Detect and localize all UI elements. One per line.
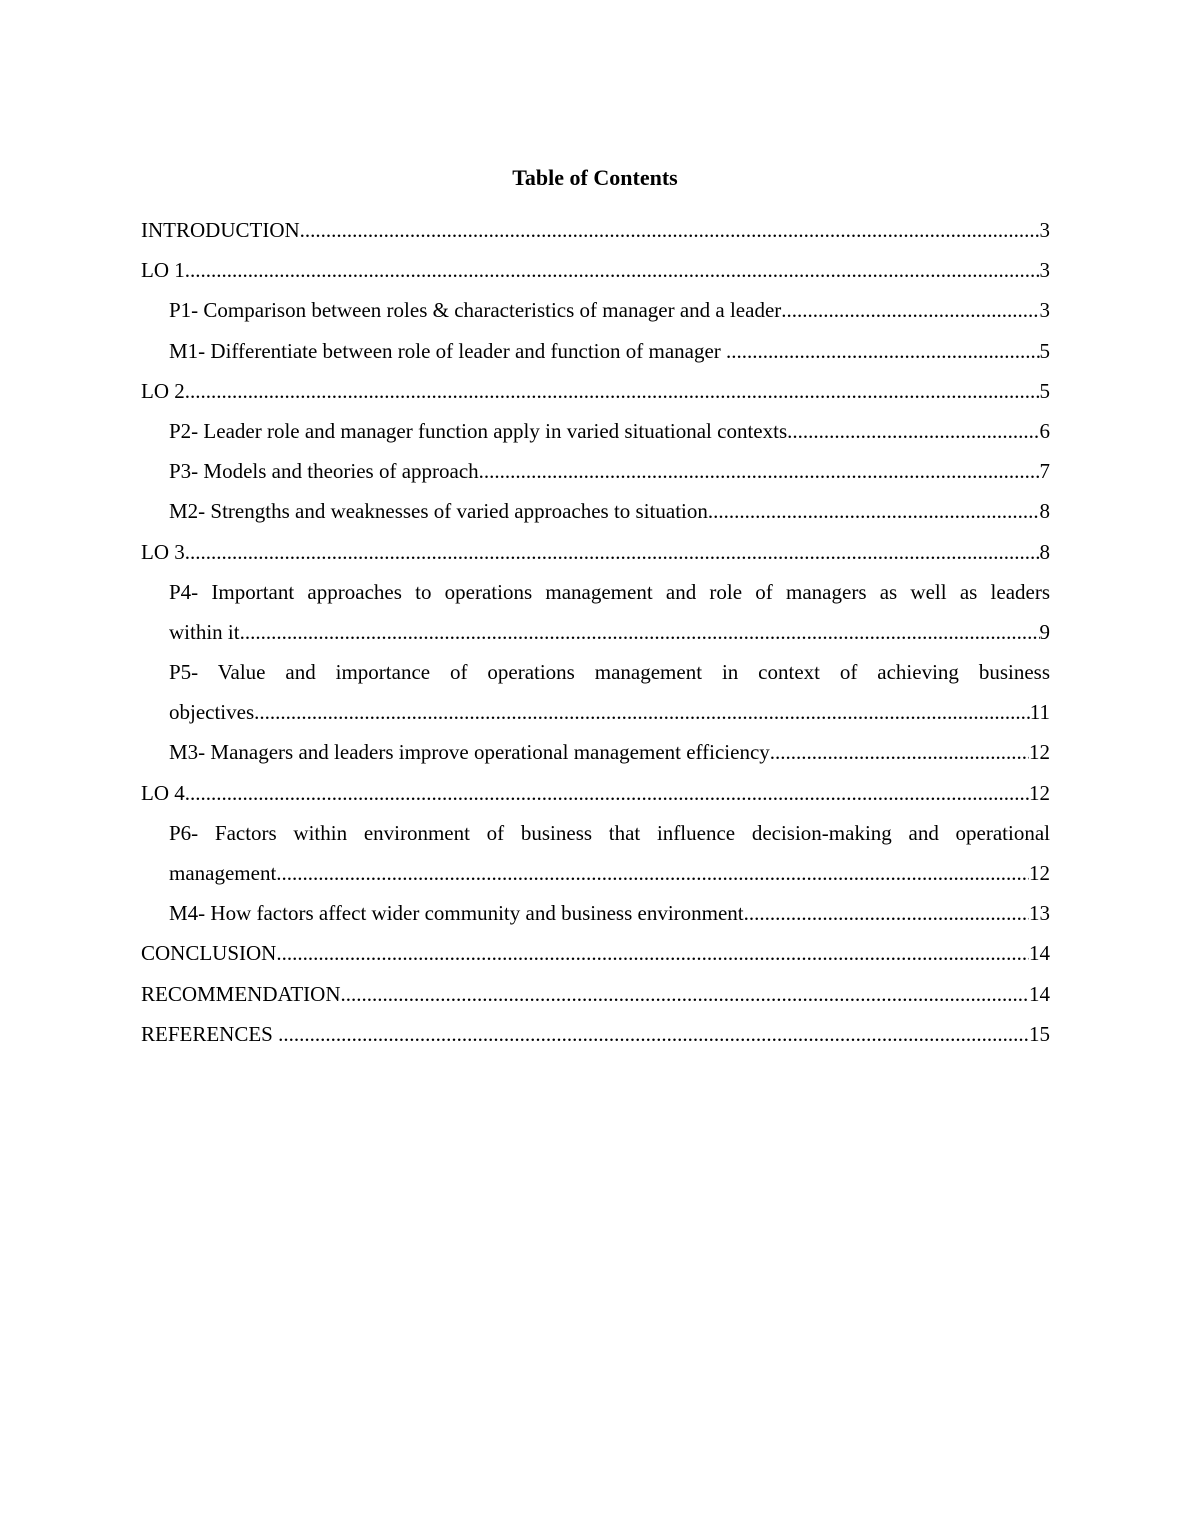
toc-leader-dots [341,974,1030,1014]
toc-list [141,210,1050,1054]
toc-leader-dots [770,732,1029,772]
toc-page-number: 3 [1039,218,1050,242]
toc-entry-label: LO 2 [141,378,185,403]
toc-leader-dots [185,773,1029,813]
toc-page-number: 7 [1039,459,1050,484]
toc-leader-dots [744,893,1029,933]
toc-leader-dots [300,210,1040,250]
toc-entry-label: INTRODUCTION [141,218,300,242]
toc-leader-dots [787,411,1039,451]
toc-leader-dots [185,371,1040,411]
toc-entry-p2[interactable] [141,411,1050,451]
toc-leader-dots [276,853,1029,893]
toc-entry-conclusion[interactable] [141,933,1050,973]
toc-page-number: 15 [1029,1021,1050,1046]
toc-entry-label: P2- Leader role and manager function apply in varied situational contexts [169,418,788,443]
toc-entry-label: M3- Managers and leaders improve operational management efficiency [169,740,770,765]
toc-page-number: 12 [1029,740,1050,765]
toc-page-number: 12 [1029,780,1050,805]
toc-entry-lo1[interactable] [141,250,1050,290]
toc-page-number: 3 [1039,258,1050,283]
toc-entry-m3[interactable] [141,732,1050,772]
toc-entry-label: LO 1 [141,258,185,283]
toc-entry-introduction[interactable] [141,210,1050,250]
toc-entry-m1[interactable] [141,331,1050,371]
toc-entry-label: M4- How factors affect wider community and business environment [169,901,744,926]
toc-leader-dots [240,612,1040,652]
toc-entry-p3[interactable] [141,451,1050,491]
toc-entry-label-line1: P6- Factors within environment of business that influence decision-making and operational [169,820,1050,845]
toc-entry-label: M1- Differentiate between role of leader and function of manager [169,338,727,363]
toc-entry-label-line2-row [169,853,1050,893]
toc-leader-dots [276,933,1029,973]
toc-entry-p4[interactable] [141,572,1050,652]
toc-entry-label: M2- Strengths and weaknesses of varied approaches to situation [169,499,708,524]
toc-page-number: 8 [1039,539,1050,564]
toc-entry-label: CONCLUSION [141,941,277,966]
toc-entry-p1[interactable] [141,290,1050,330]
toc-entry-lo3[interactable] [141,532,1050,572]
toc-entry-label-line2: management [169,861,277,885]
toc-entry-label: P3- Models and theories of approach [169,459,479,484]
toc-entry-label-line2: within it [169,619,240,644]
toc-entry-m4[interactable] [141,893,1050,933]
toc-entry-label-line1: P4- Important approaches to operations management and role of managers as well as leaders [169,579,1050,604]
toc-page-number: 11 [1029,700,1050,725]
toc-entry-lo4[interactable] [141,773,1050,813]
toc-page-number: 3 [1039,298,1050,323]
toc-entry-lo2[interactable] [141,371,1050,411]
toc-page-number: 14 [1029,981,1050,1006]
toc-page-number: 12 [1029,861,1050,885]
toc-entry-label: RECOMMENDATION [141,981,341,1006]
toc-leader-dots [479,451,1040,491]
toc-entry-label-line2-row [169,692,1050,732]
toc-leader-dots [708,491,1040,531]
toc-leader-dots [254,692,1030,732]
toc-page-number: 5 [1039,338,1050,363]
toc-leader-dots [278,1014,1029,1054]
toc-entry-label: P1- Comparison between roles & characteristics of manager and a leader [169,298,782,323]
toc-entry-m2[interactable] [141,491,1050,531]
toc-entry-label: REFERENCES [141,1021,279,1046]
toc-entry-label-line2: objectives [169,700,255,725]
toc-page-number: 14 [1029,941,1050,966]
toc-entry-p5[interactable] [141,652,1050,732]
toc-entry-label-line2-row [169,612,1050,652]
toc-entry-label-line1: P5- Value and importance of operations management in context of achieving business [169,660,1050,685]
toc-entry-label: LO 4 [141,780,185,805]
toc-leader-dots [726,331,1039,371]
toc-title: Table of Contents [512,165,678,190]
toc-page-number: 13 [1029,901,1050,926]
toc-leader-dots [185,532,1040,572]
toc-entry-label: LO 3 [141,539,185,564]
toc-entry-references[interactable] [141,1014,1050,1054]
toc-page-number: 6 [1039,418,1050,443]
toc-entry-p6[interactable] [141,813,1050,893]
toc-leader-dots [781,290,1039,330]
toc-entry-recommendation[interactable] [141,974,1050,1014]
toc-page-number: 5 [1039,378,1050,403]
toc-page-number: 9 [1039,619,1050,644]
toc-page-number: 8 [1039,499,1050,524]
toc-leader-dots [185,250,1040,290]
